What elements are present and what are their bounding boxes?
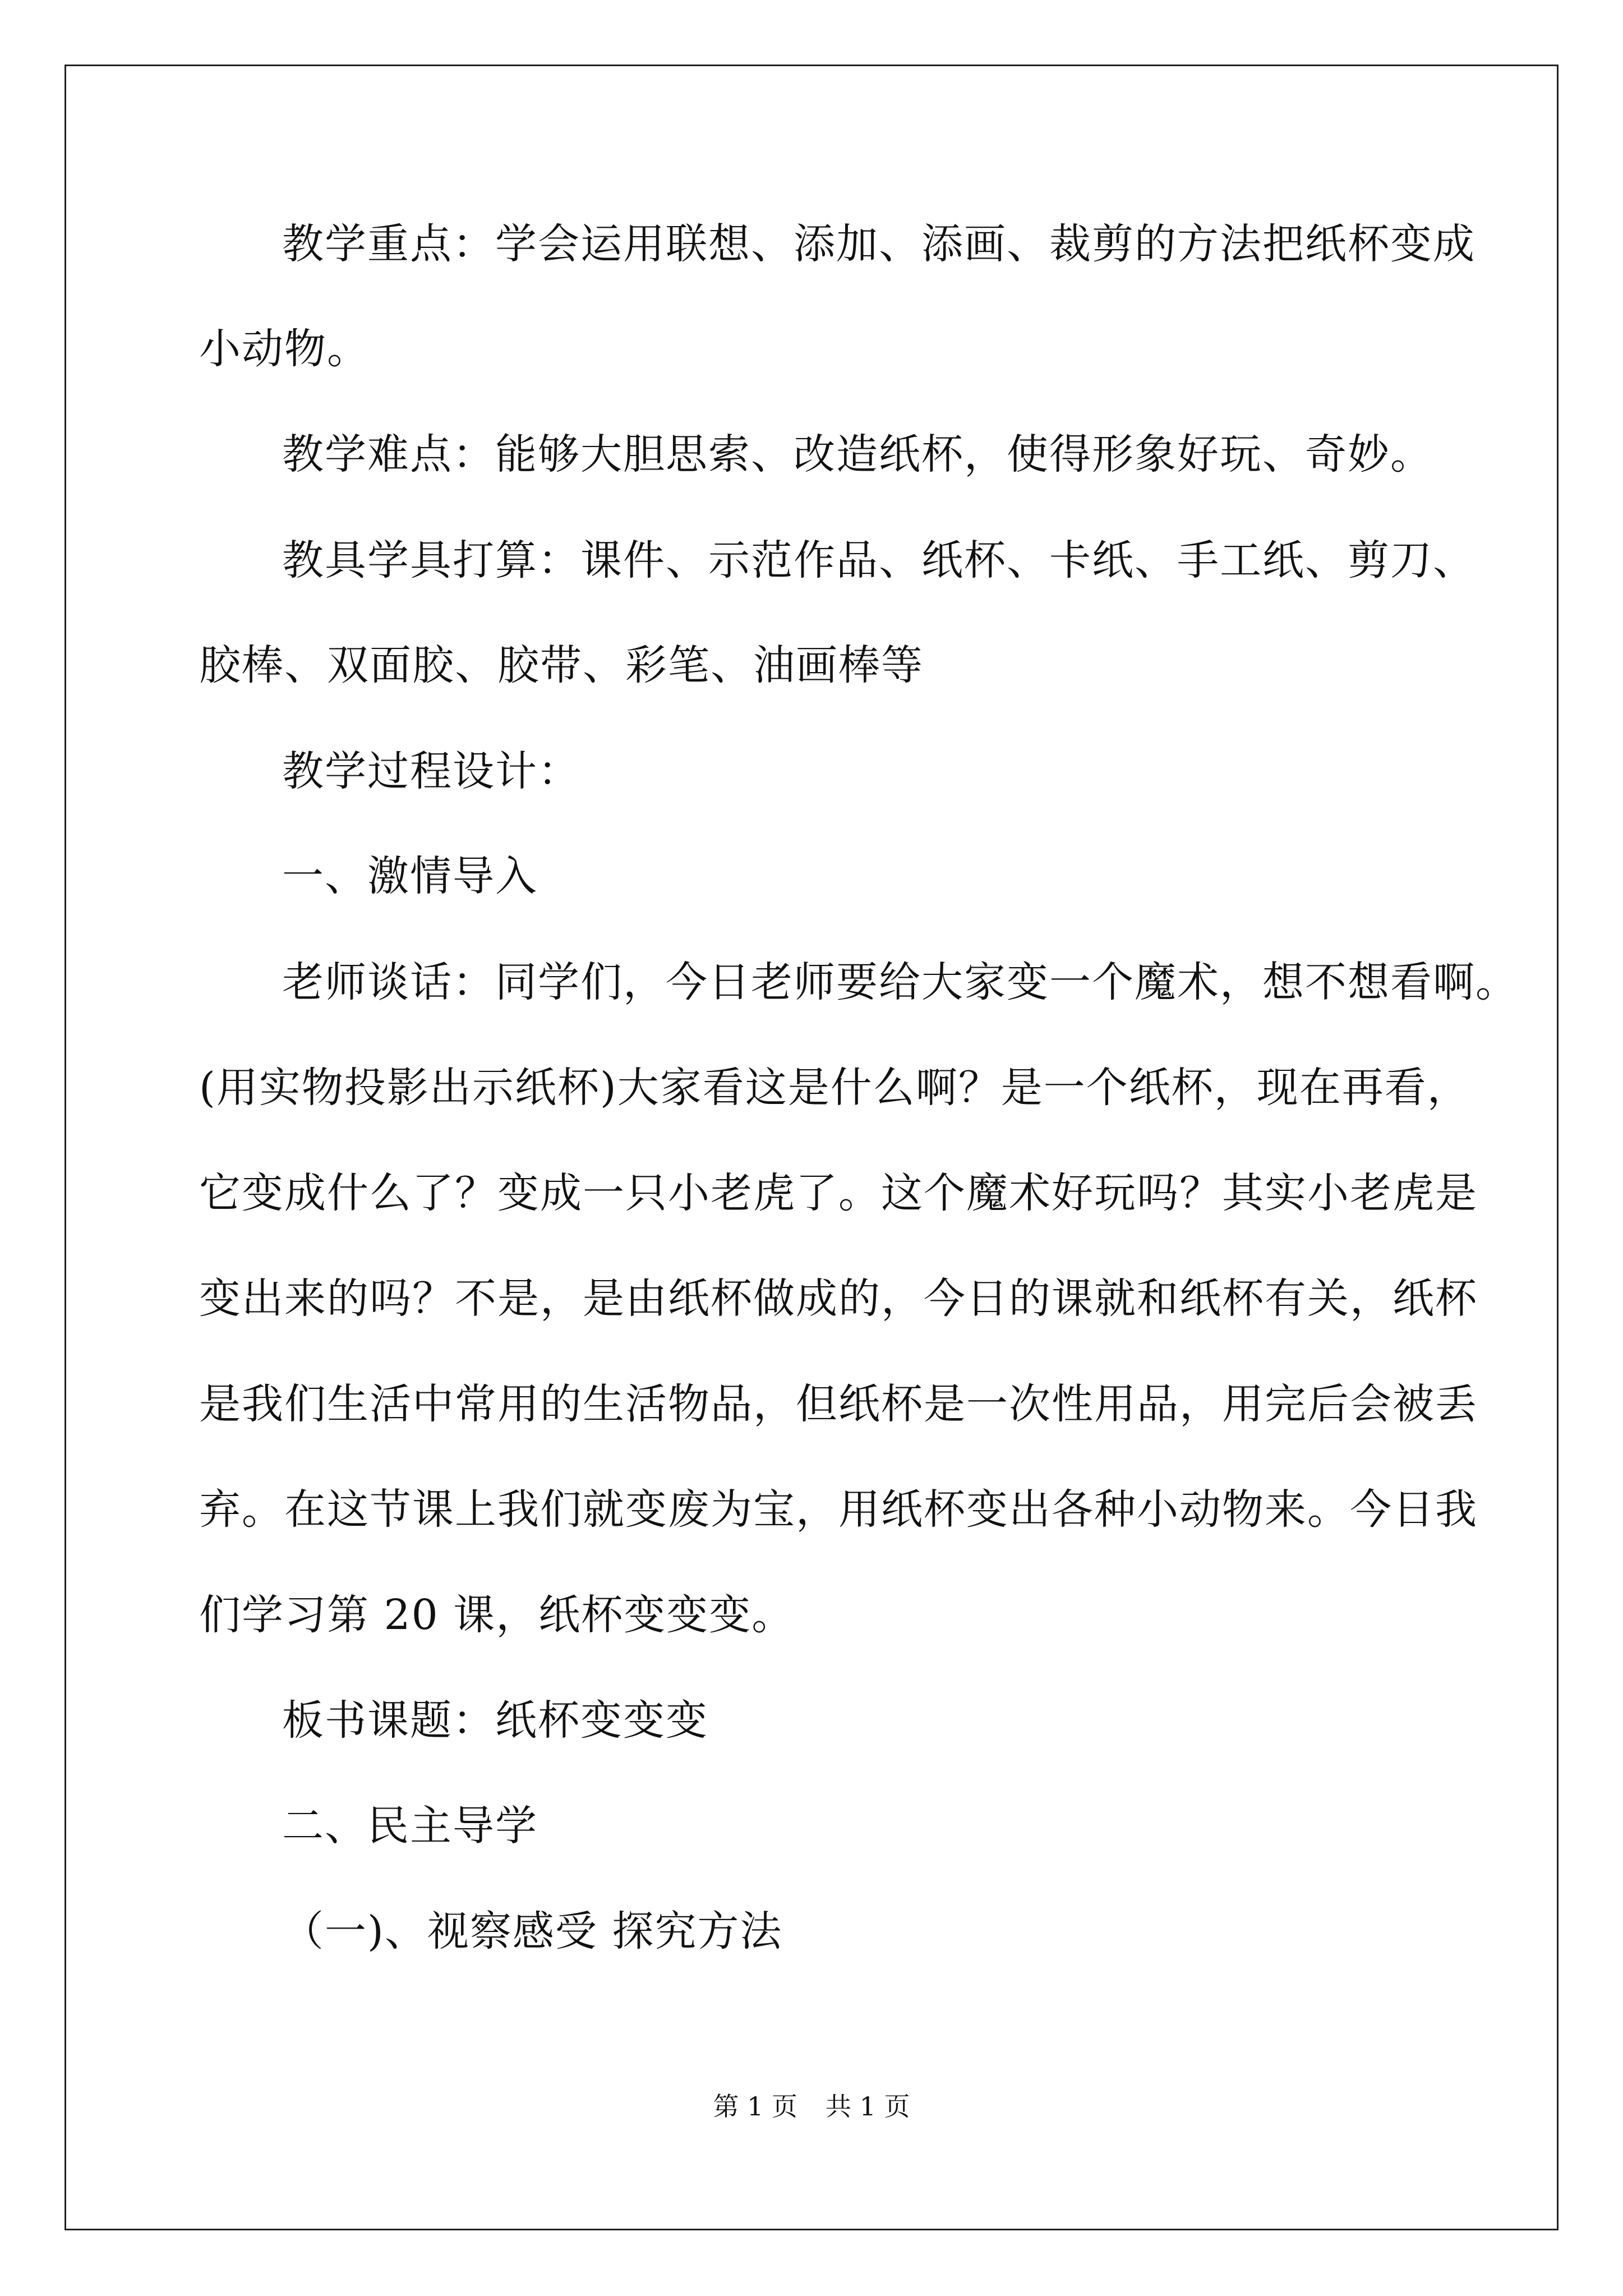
paragraph-line: 变出来的吗？不是，是由纸杯做成的，今日的课就和纸杯有关，纸杯 xyxy=(199,1274,1478,1323)
paragraph-line: (用实物投影出示纸杯)大家看这是什么啊？是一个纸杯，现在再看， xyxy=(199,1064,1470,1112)
paragraph-line: 是我们生活中常用的生活物品，但纸杯是一次性用品，用完后会被丢 xyxy=(199,1380,1478,1428)
paragraph-line: 老师谈话：同学们，今日老师要给大家变一个魔术，想不想看啊。 xyxy=(282,958,1518,1006)
page-number-current: 第 1 页 xyxy=(713,2091,797,2122)
paragraph-line: 板书课题：纸杯变变变 xyxy=(282,1696,708,1745)
subsection-heading: （一)、视察感受 探究方法 xyxy=(282,1907,783,1955)
paragraph-line: 小动物。 xyxy=(199,325,370,373)
page-footer xyxy=(0,2090,1623,2123)
paragraph-line: 胶棒、双面胶、胶带、彩笔、油画棒等 xyxy=(199,641,924,689)
paragraph-line: 教学难点：能够大胆思索、改造纸杯，使得形象好玩、奇妙。 xyxy=(282,430,1433,478)
paragraph-line: 弃。在这节课上我们就变废为宝，用纸杯变出各种小动物来。今日我 xyxy=(199,1485,1478,1534)
paragraph-line: 它变成什么了？变成一只小老虎了。这个魔术好玩吗？其实小老虎是 xyxy=(199,1169,1478,1217)
section-heading: 二、民主导学 xyxy=(282,1802,538,1850)
paragraph-line: 教具学具打算：课件、示范作品、纸杯、卡纸、手工纸、剪刀、 xyxy=(282,536,1476,585)
page-number-total: 共 1 页 xyxy=(826,2091,910,2122)
paragraph-line: 们学习第 20 课，纸杯变变变。 xyxy=(199,1591,795,1639)
section-heading: 一、激情导入 xyxy=(282,852,538,900)
paragraph-line: 教学重点：学会运用联想、添加、添画、裁剪的方法把纸杯变成 xyxy=(282,220,1476,268)
paragraph-line: 教学过程设计： xyxy=(282,747,580,795)
